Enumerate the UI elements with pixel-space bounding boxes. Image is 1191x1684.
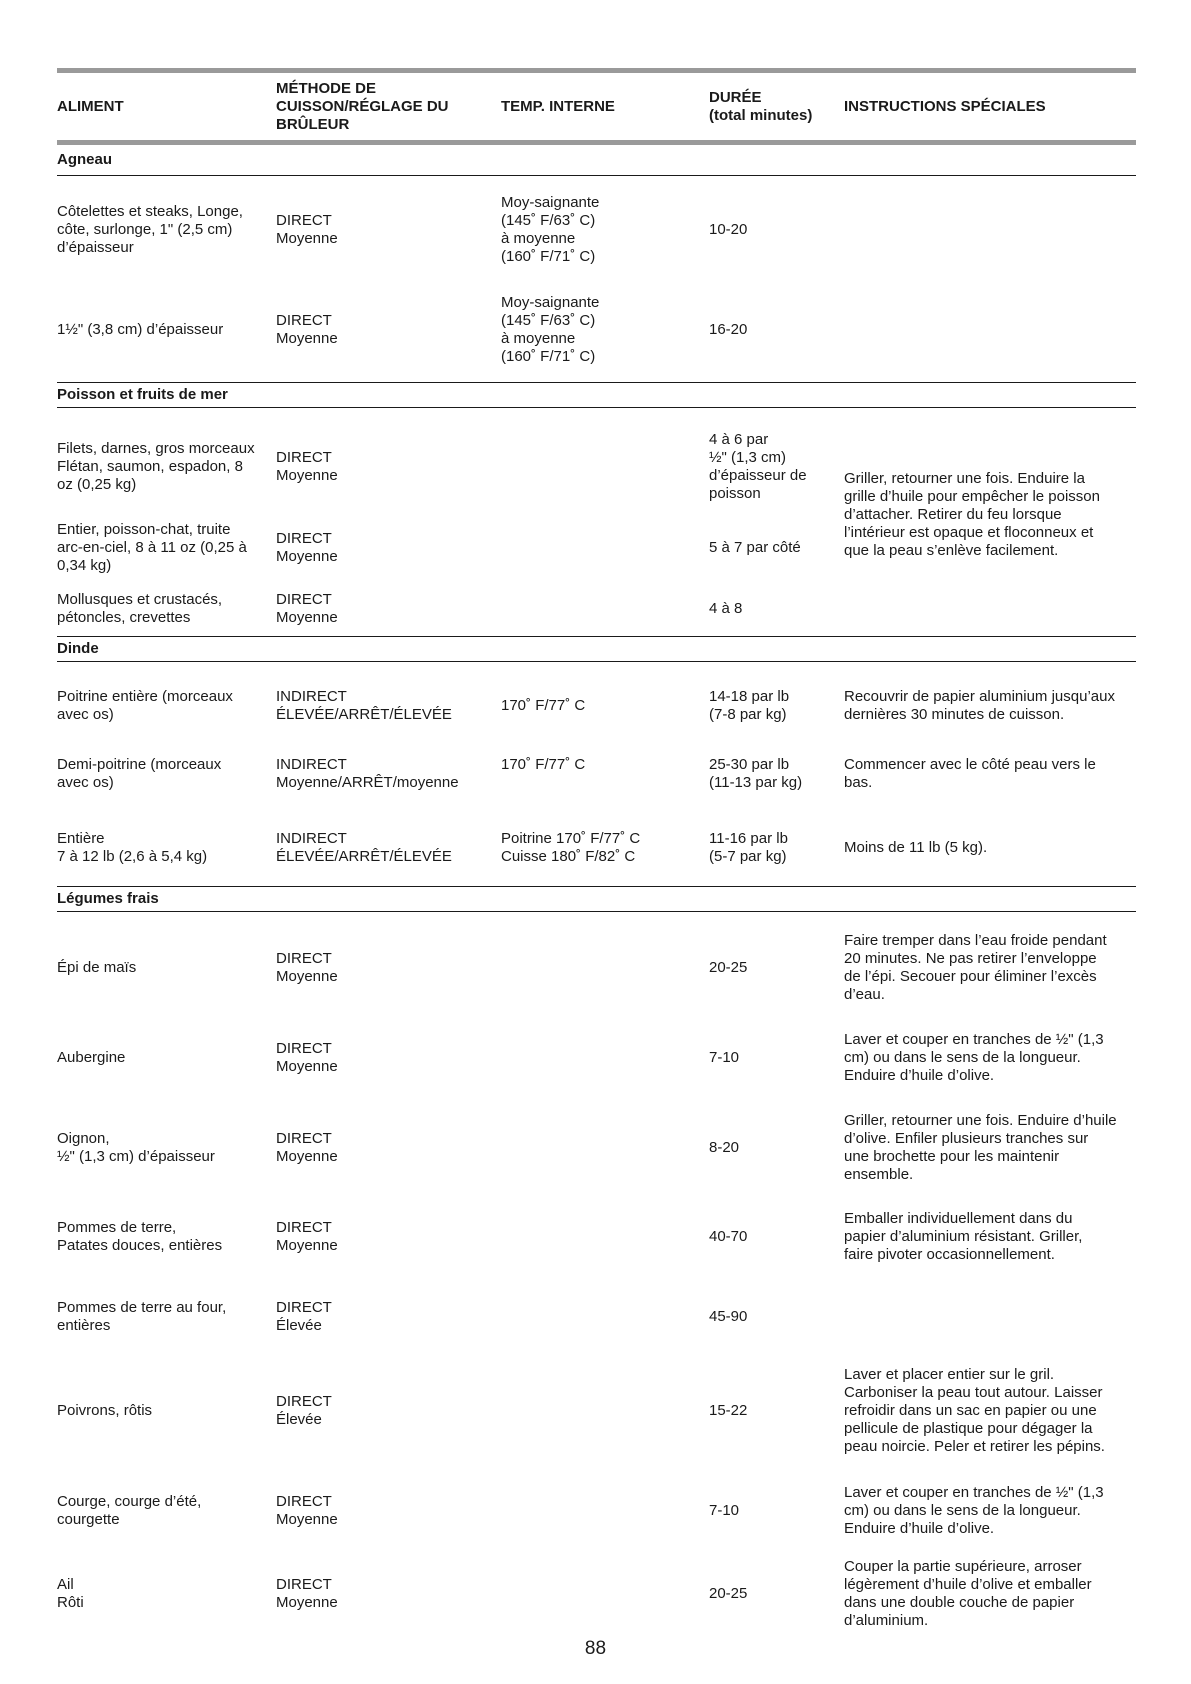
table-row — [57, 512, 844, 584]
header-temp: TEMP. INTERNE — [501, 97, 615, 115]
cell-instructions: Laver et couper en tranches de ½" (1,3 cm) ou dans le sens de la longueur. Enduire d’huile d’olive. — [844, 1484, 1104, 1537]
cell-duree: 20-25 — [709, 1585, 748, 1602]
cell-aliment: Entier, poisson-chat, truite arc-en-ciel, 8 à 11 oz (0,25 à 0,34 kg) — [57, 521, 247, 574]
cell-methode: DIRECT Moyenne — [276, 212, 338, 247]
cell-methode: DIRECT Moyenne — [276, 1219, 338, 1254]
header-methode: MÉTHODE DE CUISSON/RÉGLAGE DU BRÛLEUR — [276, 79, 449, 133]
cell-aliment: Demi-poitrine (morceaux avec os) — [57, 756, 222, 791]
cell-duree: 14-18 par lb (7-8 par kg) — [709, 688, 790, 723]
cooking-table — [57, 68, 1136, 1636]
cell-temp: Poitrine 170˚ F/77˚ C Cuisse 180˚ F/82˚ C — [501, 830, 641, 865]
cell-methode: DIRECT Élevée — [276, 1393, 332, 1428]
cell-duree: 10-20 — [709, 221, 748, 238]
cell-duree: 15-22 — [709, 1402, 748, 1419]
cell-aliment: Aubergine — [57, 1049, 126, 1066]
cell-aliment: 1½" (3,8 cm) d’épaisseur — [57, 321, 224, 338]
cell-duree: 4 à 8 — [709, 600, 743, 617]
table-row — [57, 674, 1136, 738]
section-rule — [57, 407, 1136, 408]
section-title-agneau: Agneau — [57, 151, 113, 168]
cell-aliment: Poivrons, rôtis — [57, 1402, 153, 1419]
cell-aliment: Épi de maïs — [57, 959, 137, 976]
cell-methode: DIRECT Moyenne — [276, 1576, 338, 1611]
cell-aliment: Pommes de terre, Patates douces, entières — [57, 1219, 223, 1254]
cell-duree: 8-20 — [709, 1139, 740, 1156]
cell-duree: 16-20 — [709, 321, 748, 338]
cell-aliment: Pommes de terre au four, entières — [57, 1299, 227, 1334]
cell-temp: 170˚ F/77˚ C — [501, 697, 586, 714]
table-row — [57, 924, 1136, 1012]
cell-instructions: Griller, retourner une fois. Enduire d’huile d’olive. Enfiler plusieurs tranches sur une brochette pour les maintenir ensemble. — [844, 1112, 1117, 1183]
cell-aliment: Courge, courge d’été, courgette — [57, 1493, 202, 1528]
cell-instructions: Emballer individuellement dans du papier d’aluminium résistant. Griller, faire pivoter occasionnellement. — [844, 1210, 1083, 1263]
section-rule — [57, 911, 1136, 912]
cell-methode: INDIRECT ÉLEVÉE/ARRÊT/ÉLEVÉE — [276, 688, 452, 723]
cell-duree: 20-25 — [709, 959, 748, 976]
cell-methode: DIRECT Moyenne — [276, 1040, 338, 1075]
table-row — [57, 1104, 1136, 1192]
cell-duree: 45-90 — [709, 1308, 748, 1325]
table-row — [57, 1282, 1136, 1352]
cell-aliment: Ail Rôti — [57, 1576, 84, 1611]
cell-methode: INDIRECT Moyenne/ARRÊT/moyenne — [276, 756, 459, 791]
section-title-legumes: Légumes frais — [57, 890, 159, 907]
cell-methode: DIRECT Moyenne — [276, 1130, 338, 1165]
section-rule — [57, 661, 1136, 662]
table-row — [57, 1192, 1136, 1282]
cell-aliment: Entière 7 à 12 lb (2,6 à 5,4 kg) — [57, 830, 208, 865]
cell-instructions: Laver et couper en tranches de ½" (1,3 cm) ou dans le sens de la longueur. Enduire d’huile d’olive. — [844, 1031, 1104, 1084]
section-title-poisson: Poisson et fruits de mer — [57, 386, 228, 403]
table-row — [57, 1012, 1136, 1104]
cell-temp: Moy-saignante (145˚ F/63˚ C) à moyenne (160˚ F/71˚ C) — [501, 194, 600, 265]
cell-duree: 25-30 par lb (11-13 par kg) — [709, 756, 803, 791]
poisson-block — [57, 422, 1136, 634]
cell-temp: 170˚ F/77˚ C — [501, 756, 586, 773]
cell-duree: 4 à 6 par ½" (1,3 cm) d’épaisseur de poisson — [709, 431, 807, 502]
cell-methode: INDIRECT ÉLEVÉE/ARRÊT/ÉLEVÉE — [276, 830, 452, 865]
table-row — [57, 422, 844, 512]
table-header — [57, 73, 1136, 140]
cell-methode: DIRECT Élevée — [276, 1299, 332, 1334]
cell-instructions: Commencer avec le côté peau vers le bas. — [844, 756, 1096, 791]
table-row — [57, 280, 1136, 380]
cell-duree: 40-70 — [709, 1228, 748, 1245]
cell-methode: DIRECT Moyenne — [276, 312, 338, 347]
cell-aliment: Poitrine entière (morceaux avec os) — [57, 688, 233, 723]
cell-methode: DIRECT Moyenne — [276, 591, 338, 626]
page-number: 88 — [584, 1638, 607, 1659]
table-row — [57, 180, 1136, 280]
cell-duree: 11-16 par lb (5-7 par kg) — [709, 830, 788, 865]
table-row — [57, 584, 844, 634]
cell-instructions: Recouvrir de papier aluminium jusqu’aux dernières 30 minutes de cuisson. — [844, 688, 1115, 723]
section-title-dinde: Dinde — [57, 640, 99, 657]
cell-methode: DIRECT Moyenne — [276, 530, 338, 565]
cell-instructions: Couper la partie supérieure, arroser légèrement d’huile d’olive et emballer dans une double couche de papier d’aluminium. — [844, 1558, 1092, 1629]
table-row — [57, 1470, 1136, 1552]
poisson-shared-instructions: Griller, retourner une fois. Enduire la grille d’huile pour empêcher le poisson d’attacher. Retirer du feu lorsque l’intérieur est opaque et floconneux et que la peau s’enlève facilement. — [844, 470, 1100, 559]
table-row — [57, 738, 1136, 810]
cell-instructions: Faire tremper dans l’eau froide pendant 20 minutes. Ne pas retirer l’enveloppe de l’épi. Secouer pour éliminer l’excès d’eau. — [844, 932, 1107, 1003]
header-aliment: ALIMENT — [57, 97, 124, 115]
cell-duree: 5 à 7 par côté — [709, 539, 801, 556]
section-rule — [57, 175, 1136, 176]
cell-duree: 7-10 — [709, 1502, 740, 1519]
table-row — [57, 810, 1136, 886]
cell-duree: 7-10 — [709, 1049, 740, 1066]
cell-aliment: Côtelettes et steaks, Longe, côte, surlonge, 1" (2,5 cm) d’épaisseur — [57, 203, 243, 256]
cell-methode: DIRECT Moyenne — [276, 950, 338, 985]
cell-aliment: Mollusques et crustacés, pétoncles, crevettes — [57, 591, 223, 626]
cell-instructions: Moins de 11 lb (5 kg). — [844, 839, 988, 856]
header-duree: DURÉE (total minutes) — [709, 88, 813, 124]
header-instructions: INSTRUCTIONS SPÉCIALES — [844, 97, 1046, 115]
cell-methode: DIRECT Moyenne — [276, 449, 338, 484]
cell-aliment: Filets, darnes, gros morceaux Flétan, saumon, espadon, 8 oz (0,25 kg) — [57, 440, 255, 493]
table-row — [57, 1352, 1136, 1470]
cell-temp: Moy-saignante (145˚ F/63˚ C) à moyenne (160˚ F/71˚ C) — [501, 294, 600, 365]
cell-instructions: Laver et placer entier sur le gril. Carboniser la peau tout autour. Laisser refroidir dans un sac en papier ou une pellicule de plastique pour dégager la peau noircie. Peler et retirer les pépins. — [844, 1366, 1105, 1455]
table-row — [57, 1552, 1136, 1636]
cell-aliment: Oignon, ½" (1,3 cm) d’épaisseur — [57, 1130, 215, 1165]
cell-methode: DIRECT Moyenne — [276, 1493, 338, 1528]
